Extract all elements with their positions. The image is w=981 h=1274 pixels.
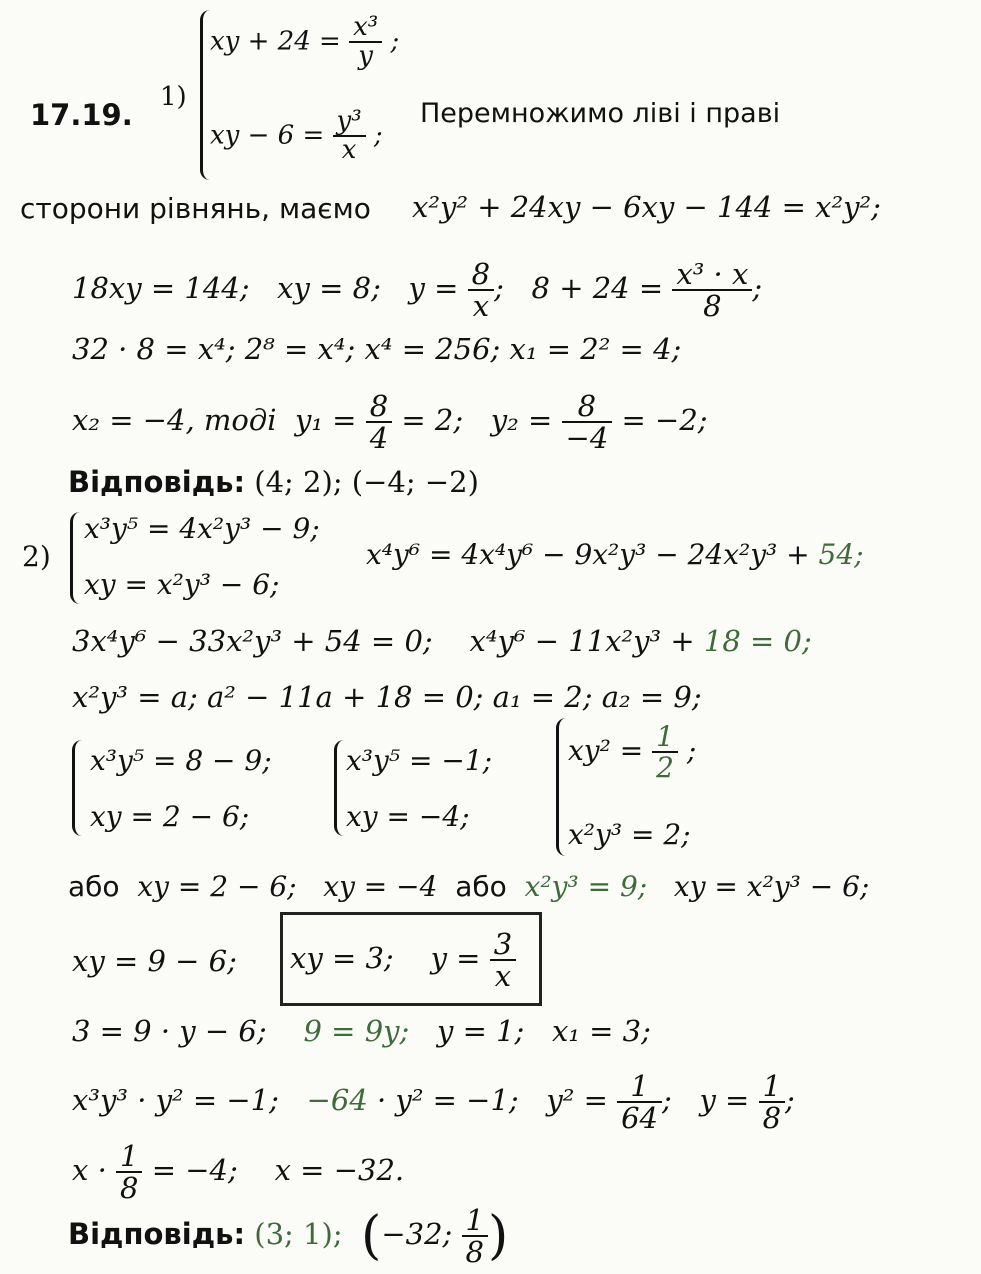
part1-line4: x₂ = −4, тоді y₁ = $\frac{8}{4}$ = 2; y₂ = $\frac{8}{-4}$ = −2; xyxy=(72,388,708,455)
part1-line2: 18xy = 144; xy = 8; y = $\frac{8}{x}$ ; 8 + 24 = $\frac{\text{x³ · x}}{8}$ ; xyxy=(72,256,763,323)
part2-sysA-eq1: x³y⁵ = 8 − 9; xyxy=(90,744,272,777)
part2-sysC-eq2: x²y³ = 2; xyxy=(568,818,691,851)
part2-line8: x³y³ · y² = −1; −64 · y² = −1; y² = $\frac{1}{64}$ ; y = $\frac{1}{8}$ ; xyxy=(72,1068,795,1135)
part2-sys-eq1: x³y⁵ = 4x²y³ − 9; xyxy=(84,512,320,545)
part1-eq1: xy + 24 = $\frac{\text{x³}}{y}$ ; xyxy=(210,12,400,72)
part1-label: 1) xyxy=(160,82,187,112)
part2-system-brace xyxy=(70,512,85,604)
answer-open-paren: ( xyxy=(361,1206,382,1266)
part1-line1-math: x²y² + 24xy − 6xy − 144 = x²y²; xyxy=(412,190,881,224)
part2-line9: x · $\frac{1}{8}$ = −4; x = −32. xyxy=(72,1138,405,1205)
part2-answer: Відповідь: (3; 1); (−32; $\frac{1}{8}$ ) xyxy=(68,1202,509,1269)
part2-line2: 3x⁴y⁶ − 33x²y³ + 54 = 0; x⁴y⁶ − 11x²y³ + 18 = 0; xyxy=(72,624,812,658)
part2-sys-eq2: xy = x²y³ − 6; xyxy=(84,568,280,601)
part2-sysB-eq2: xy = −4; xyxy=(346,800,470,833)
part1-line1-text: сторони рівнянь, маємо xyxy=(20,192,371,225)
part2-sysB-eq1: x³y⁵ = −1; xyxy=(346,744,493,777)
part1-intro: Перемножимо ліві і праві xyxy=(420,98,781,129)
part2-line3: x²y³ = a; a² − 11a + 18 = 0; a₁ = 2; a₂ = 9; xyxy=(72,680,702,714)
part2-box-content: xy = 3; y = $\frac{3}{x}$ xyxy=(290,916,516,1000)
part2-sysC-eq1: xy² = $\frac{1}{2}$ ; xyxy=(568,720,697,785)
part2-sysA-brace xyxy=(72,740,87,836)
part2-line7: 3 = 9 · y − 6; 9 = 9y; y = 1; x₁ = 3; xyxy=(72,1014,651,1048)
problem-number: 17.19. xyxy=(30,98,133,132)
part2-sysA-eq2: xy = 2 − 6; xyxy=(90,800,250,833)
part2-line1: x⁴y⁶ = 4x⁴y⁶ − 9x²y³ − 24x²y³ + 54; xyxy=(366,538,864,571)
part1-eq2: xy − 6 = $\frac{\text{y³}}{x}$ ; xyxy=(210,106,383,166)
answer-close-paren: ) xyxy=(487,1206,509,1266)
part2-line6: xy = 9 − 6; xyxy=(72,944,237,978)
part2-label: 2) xyxy=(22,540,51,573)
part1-line3: 32 · 8 = x⁴; 2⁸ = x⁴; x⁴ = 256; x₁ = 2² = 4; xyxy=(72,332,682,366)
part1-answer: Відповідь: (4; 2); (−4; −2) xyxy=(68,465,479,499)
part2-line5: або xy = 2 − 6; xy = −4 або x²y³ = 9; xy = x²y³ − 6; xyxy=(68,870,870,903)
